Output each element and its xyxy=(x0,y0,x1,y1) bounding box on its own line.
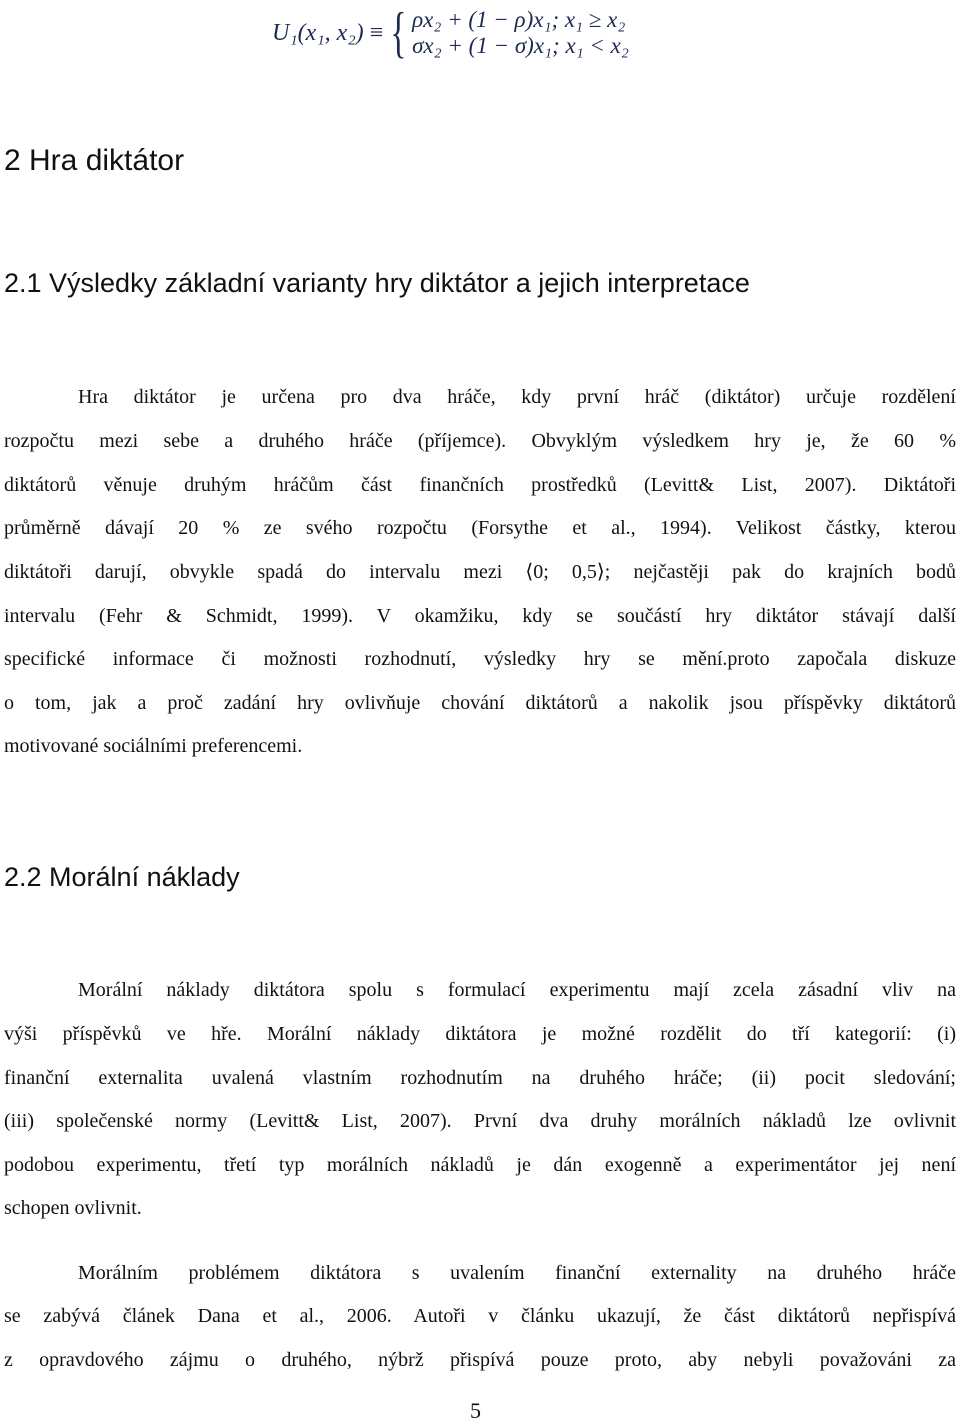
page-number: 5 xyxy=(470,1398,481,1423)
paragraph-line: Hra diktátor je určena pro dva hráče, kdy první hráč (diktátor) určuje rozdělení xyxy=(78,386,956,408)
formula-case-1: ρx₂ + (1 − ρ)x₁; x₁ ≥ x₂ xyxy=(412,7,626,32)
paragraph-line: z opravdového zájmu o druhého, nýbrž přispívá pouze proto, aby nebyli považováni za xyxy=(4,1349,956,1371)
paragraph-line: finanční externalita uvalená vlastním rozhodnutím na druhého hráče; (ii) pocit sledování; xyxy=(4,1067,956,1089)
paragraph-line: podobou experimentu, třetí typ morálních nákladů je dán exogenně a experimentátor jej není xyxy=(4,1154,956,1176)
paragraph-line: intervalu (Fehr & Schmidt, 1999). V okamžiku, kdy se součástí hry diktátor stávají další xyxy=(4,605,956,627)
paragraph-line: (iii) společenské normy (Levitt& List, 2007). První dva druhy morálních nákladů lze ovlivnit xyxy=(4,1110,956,1132)
paragraph-line: diktátoři darují, obvykle spadá do intervalu mezi ⟨0; 0,5⟩; nejčastěji pak do krajních bodů xyxy=(4,561,956,583)
formula-cases xyxy=(412,7,629,59)
paragraph-line: výši příspěvků ve hře. Morální náklady diktátora je možné rozdělit do tří kategorií: (i) xyxy=(4,1023,956,1045)
formula-equiv-sign: ≡ xyxy=(369,19,384,46)
paragraph-line: diktátorů věnuje druhým hráčům část finančních prostředků (Levitt& List, 2007). Diktátoři xyxy=(4,474,956,496)
paragraph-line: specifické informace či možnosti rozhodnutí, výsledky hry se mění.proto započala diskuze xyxy=(4,648,956,670)
paragraph-line: schopen ovlivnit. xyxy=(4,1197,142,1219)
subsection-2-heading: 2.2 Morální náklady xyxy=(4,862,240,892)
formula-brace: { xyxy=(390,2,407,64)
paragraph-line: průměrně dávají 20 % ze svého rozpočtu (Forsythe et al., 1994). Velikost částky, kterou xyxy=(4,517,956,539)
section-heading: 2 Hra diktátor xyxy=(4,144,185,177)
formula-case-2: σx₂ + (1 − σ)x₁; x₁ < x₂ xyxy=(412,33,629,58)
paragraph-line: o tom, jak a proč zadání hry ovlivňuje chování diktátorů a nakolik jsou příspěvky diktátorů xyxy=(4,692,956,714)
paragraph-line: se zabývá článek Dana et al., 2006. Autoři v článku ukazují, že část diktátorů nepřispívá xyxy=(4,1305,956,1327)
utility-formula xyxy=(272,4,629,62)
paragraph-line: rozpočtu mezi sebe a druhého hráče (příjemce). Obvyklým výsledkem hry je, že 60 % xyxy=(4,430,956,452)
formula-lhs: U₁(x₁, x₂) xyxy=(272,19,364,46)
paragraph-line: Morální náklady diktátora spolu s formulací experimentu mají zcela zásadní vliv na xyxy=(78,979,956,1001)
paragraph-line: motivované sociálními preferencemi. xyxy=(4,735,303,757)
paragraph-line: Morálním problémem diktátora s uvalením finanční externality na druhého hráče xyxy=(78,1262,956,1284)
subsection-1-heading: 2.1 Výsledky základní varianty hry diktátor a jejich interpretace xyxy=(4,268,750,298)
